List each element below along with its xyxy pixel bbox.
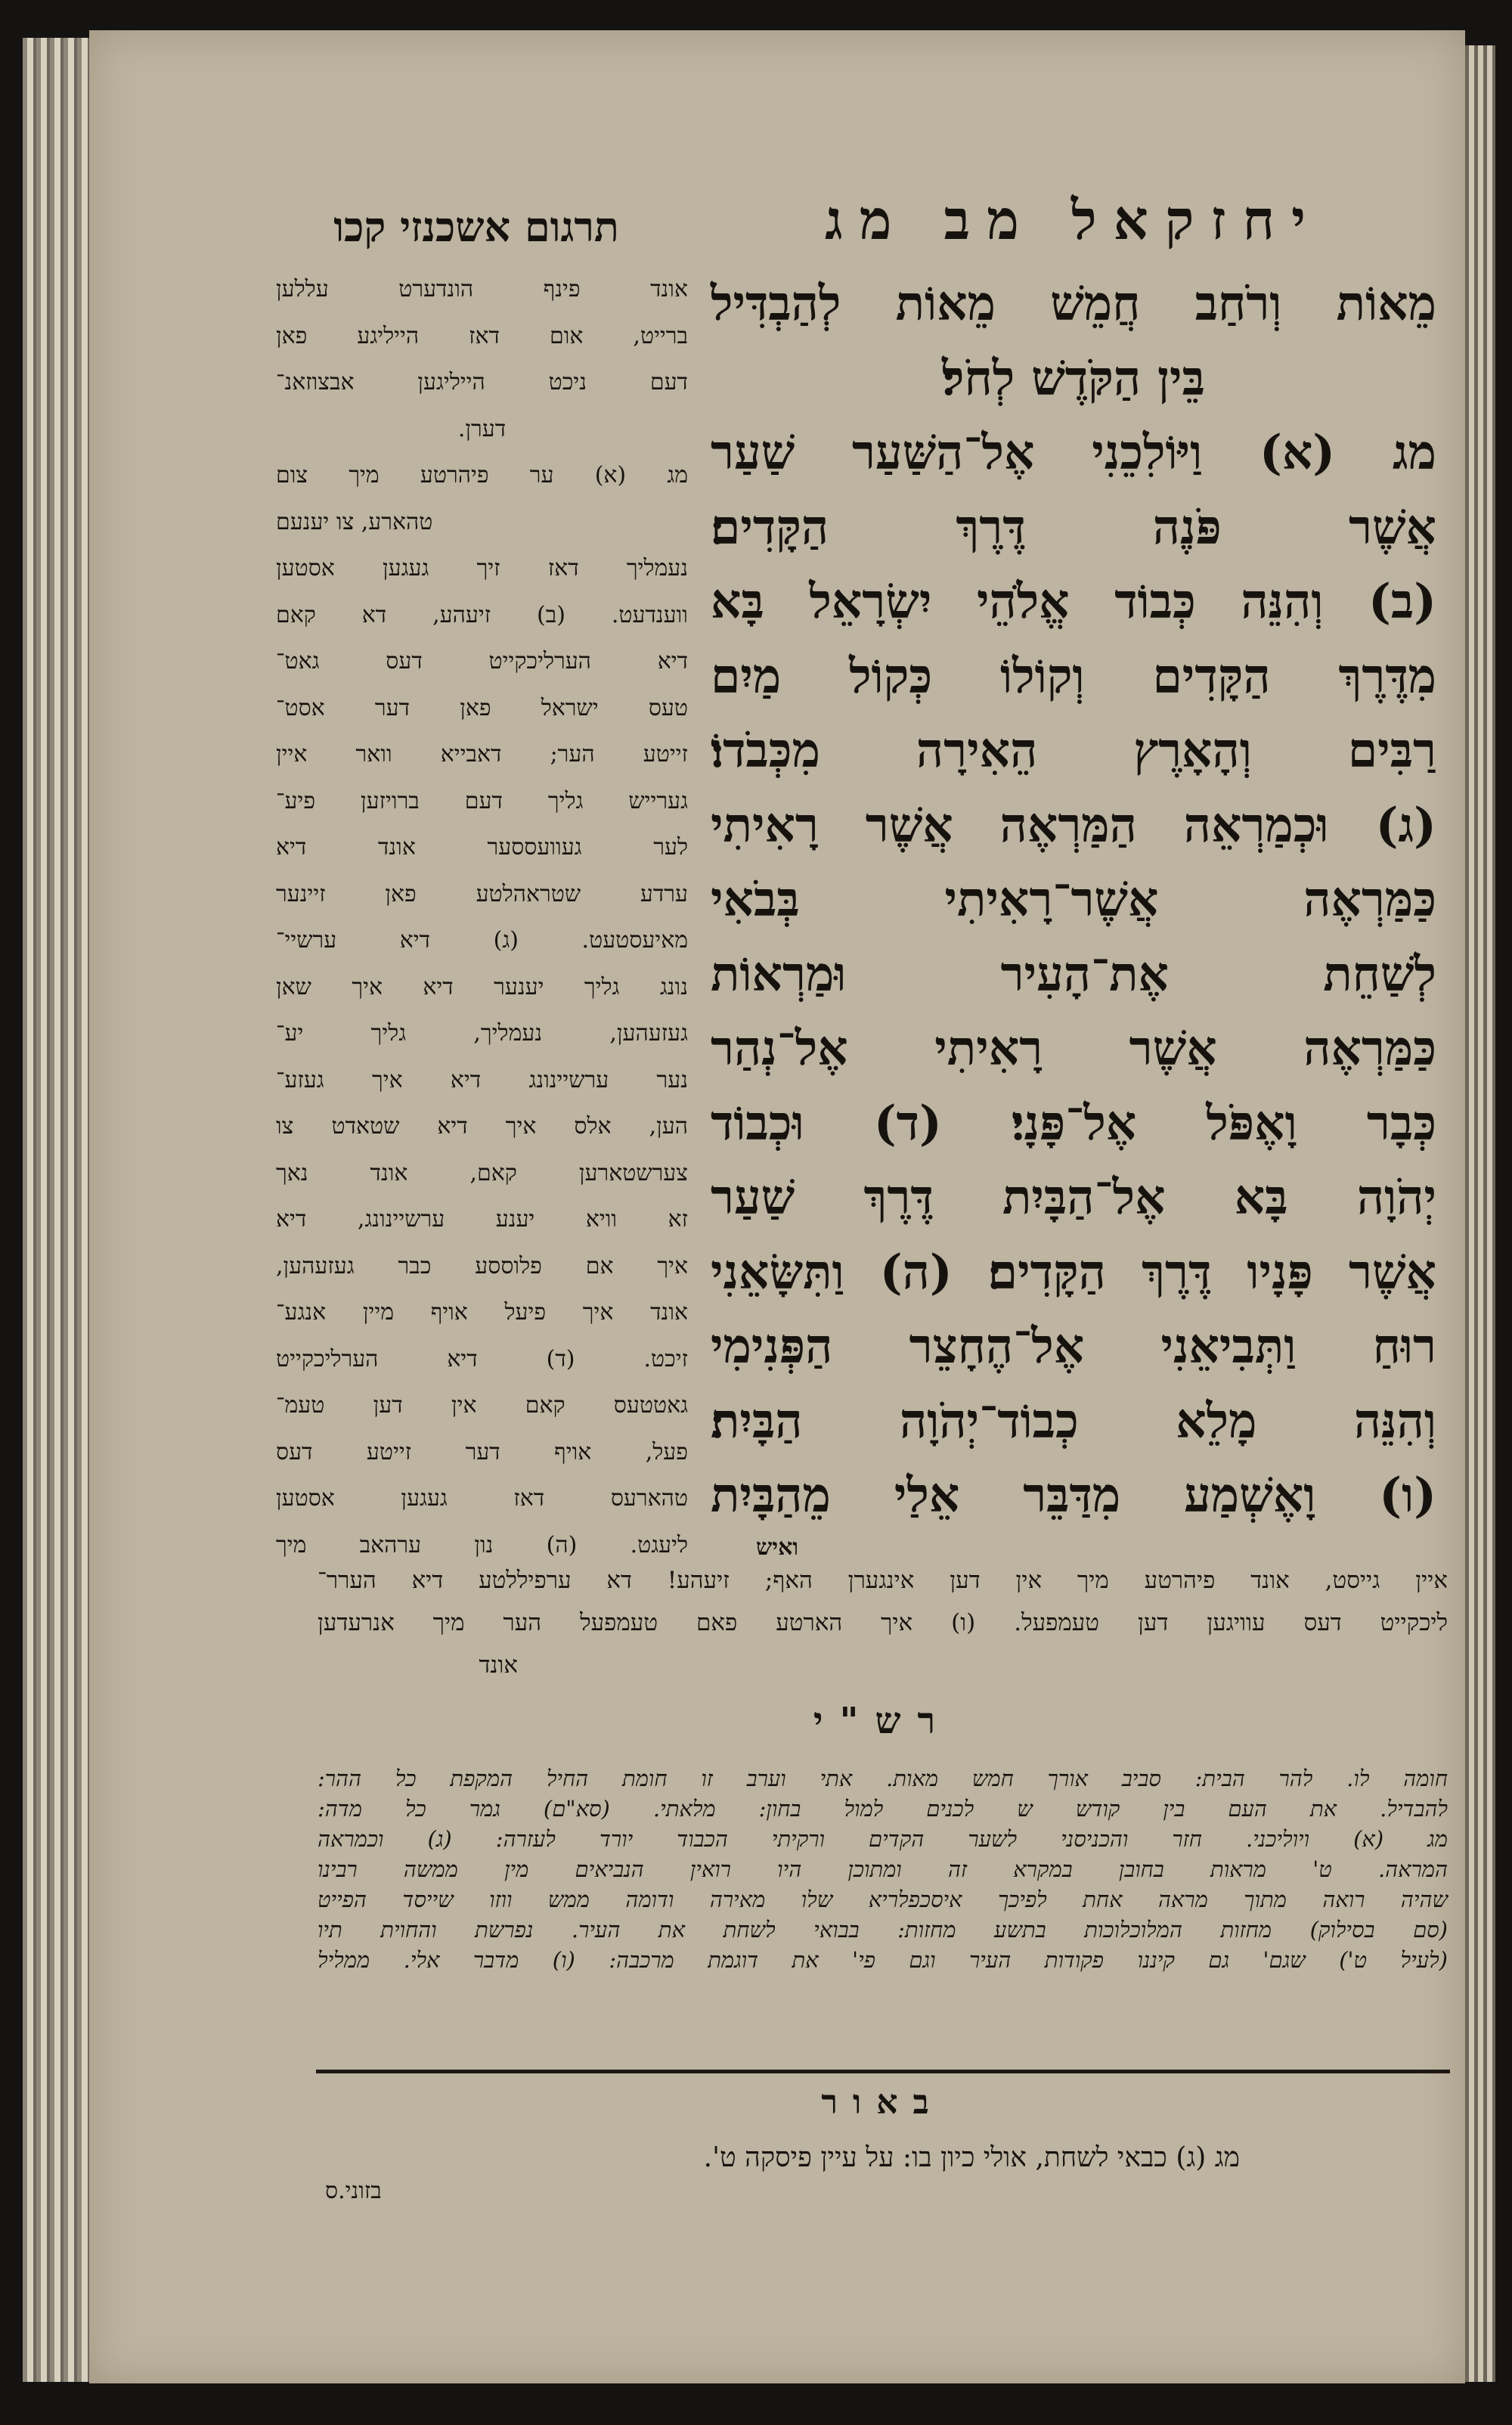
rashi-line: להבדיל. את העם בין קודש ש לכנים למול בחון: מלאתי. (סא"ם) גמר כל מדה:	[318, 1796, 1448, 1822]
rashi-line: המראה. ט' מראות בחובן במקרא זה ומתוכן היו רואין הנביאים מין ממשה רבינו	[318, 1856, 1448, 1882]
targum-line: געזעהען, נעמליך, גליך יע־	[276, 1020, 688, 1047]
running-header-targum: תרגום אשכנזי קכו	[333, 203, 619, 251]
rashi-line: (סם בסילוק) מחזות המלוכלוכות בתשע מחזות: בבואי לשחת את העיר. נפרשת והחוית תיו	[318, 1917, 1448, 1943]
targum-line: נער ערשיינונג דיא איך געזע־	[276, 1066, 688, 1093]
targum-line: ליכקייט דעס עוויגען דען טעמפעל. (ו) איך הארטע פאם טעמפעל הער מיך אנרעדען	[318, 1609, 1448, 1636]
targum-line: גאטטעס קאם אין דען טעמ־	[276, 1392, 688, 1419]
divider-rule	[316, 2070, 1450, 2073]
text-line: רַבִּים וְהָאָרֶץ הֵאִירָה מִכְּבֹדוֹ׃	[711, 722, 1436, 778]
targum-line: איין גייסט, אונד פיהרטע מיך אין דען אינגערן האף; זיעהע! דא ערפיללטע דיא הערר־	[318, 1567, 1448, 1594]
targum-line: אונד פינף הונדערט עללען	[276, 276, 688, 302]
targum-line: זיכט. (ד) דיא הערליכקייט	[276, 1345, 688, 1372]
running-header-hebrew: יחזקאל מב מג	[825, 188, 1322, 252]
text-line: וְהִנֵּה מָלֵא כְבוֹד־יְהֹוָה הַבָּיִת׃	[711, 1392, 1436, 1449]
targum-line: זא וויא יענע ערשיינונג, דיא	[276, 1206, 688, 1233]
rashi-line: (לעיל ט') שגם' גם קיננו פקודות העיר וגם פי' את דוגמת מרכבה: (ו) מדבר אלי. ממליל	[318, 1947, 1448, 1973]
targum-line: הען, אלס איך דיא שטאדט צו	[276, 1113, 688, 1140]
targum-line: דערן.	[457, 415, 507, 442]
text-line: (ב) וְהִנֵּה כְּבוֹד אֱלֹהֵי יִשְׂרָאֵל בָּא	[711, 573, 1436, 629]
targum-line: גערייש גליך דעם ברויזען פיע־	[276, 787, 688, 814]
text-line: יְהֹוָה בָּא אֶל־הַבָּיִת דֶּרֶךְ שַׁעַר	[711, 1169, 1436, 1225]
printer-signature: בזוני.ס	[325, 2178, 382, 2204]
targum-line: פעל, אויף דער זייטע דעס	[276, 1438, 688, 1465]
targum-line: ערדע שטראהלטע פאן זיינער	[276, 880, 688, 907]
book-page-edges-right	[1465, 45, 1495, 2382]
targum-line: דיא הערליכקייט דעס גאט־	[276, 648, 688, 674]
book-page-edges-left	[23, 38, 91, 2382]
text-line: אֲשֶׁר פָּנָיו דֶּרֶךְ הַקָּדִים׃ (ה) וַתִּשָּׂאֵנִי	[711, 1243, 1436, 1300]
text-line: מג (א) וַיּוֹלִכֵנִי אֶל־הַשַּׁעַר שַׁעַר	[711, 424, 1436, 480]
targum-line: ליעגט. (ה) נון ערהאב מיך	[276, 1531, 688, 1558]
targum-line: אונד	[479, 1651, 518, 1679]
targum-line: נונג גליך יענער דיא איך שאן	[276, 973, 688, 1000]
text-line: (ו) וָאֶשְׁמַע מִדַּבֵּר אֵלַי מֵהַבָּיִת	[711, 1467, 1436, 1523]
text-line: רוּחַ וַתְּבִיאֵנִי אֶל־הֶחָצֵר הַפְּנִימִי	[711, 1318, 1436, 1374]
text-line: כַּמַּרְאֶה אֲשֶׁר רָאִיתִי אֶל־נְהַר	[711, 1020, 1436, 1076]
catchword: ואיש	[756, 1533, 799, 1561]
biur-commentary: מג (ג) כבאי לשחת, אולי כיון בו: על עיין פיסקה ט'.	[703, 2142, 1240, 2173]
targum-line: נעמליך דאז זיך געגען אסטען	[276, 555, 688, 581]
rashi-line: שהיה רואה מתוך מראה אחת לפיכך איסכפלריא שלו מאירה ודומה ממש ווזו שייסד הפייט	[318, 1887, 1448, 1912]
targum-line: צערשטארען קאם, אונד נאך	[276, 1159, 688, 1186]
text-line: (ג) וּכְמַרְאֵה הַמַּרְאֶה אֲשֶׁר רָאִיתִי	[711, 796, 1436, 853]
biur-heading: באור	[821, 2083, 944, 2122]
targum-line: אונד איך פיעל אויף מיין אנגע־	[276, 1299, 688, 1326]
rashi-line: חומה לו. להר הבית: סביב אורך חמש מאות. אתי וערב זו חומת החיל המקפת כל ההר:	[318, 1766, 1448, 1791]
text-line: כְּבָר וָאֶפֹּל אֶל־פָּנָי׃ (ד) וּכְבוֹד	[711, 1094, 1436, 1151]
targum-line: טהארעס דאז געגען אסטען	[276, 1485, 688, 1512]
text-line: בֵּין הַקֹּדֶשׁ לְחֹל׃	[942, 349, 1205, 406]
targum-line: איך אם פלוססע כבר געזעהען,	[276, 1252, 688, 1279]
targum-continuation	[318, 1559, 1448, 1686]
text-line: מֵאוֹת וְרֹחַב חֲמֵשׁ מֵאוֹת לְהַבְדִּיל	[711, 275, 1436, 331]
rashi-commentary	[318, 1763, 1448, 1975]
targum-line: מאיעסטעט. (ג) דיא ערשיי־	[276, 927, 688, 954]
targum-column	[276, 266, 688, 1568]
targum-line: טעס ישראל פאן דער אסט־	[276, 694, 688, 721]
text-line: אֲשֶׁר פֹּנֶה דֶּרֶךְ הַקָּדִים׃	[711, 498, 1436, 555]
rashi-heading: רש"י	[813, 1700, 953, 1742]
main-hebrew-text	[711, 266, 1436, 1563]
text-line: מִדֶּרֶךְ הַקָּדִים וְקוֹלוֹ כְּקוֹל מַיִם	[711, 647, 1436, 704]
targum-line: דעם ניכט הייליגען אבצוזאנ־	[276, 369, 688, 395]
targum-line: זייטע הער; דאבייא וואר איין	[276, 741, 688, 768]
targum-line: לער געוועססער אונד דיא	[276, 834, 688, 861]
targum-line: ווענדעט. (ב) זיעהע, דא קאם	[276, 601, 688, 628]
rashi-line: מג (א) ויוליכני. חזר והכניסני לשער הקדים ורקיתי הכבוד יורד לעזרה: (ג) וכמראה	[318, 1826, 1448, 1852]
text-line: כַּמַּרְאֶה אֲשֶׁר־רָאִיתִי בְּבֹאִי	[711, 871, 1436, 927]
targum-line: טהארע, צו יענעם	[276, 508, 433, 535]
text-line: לְשַׁחֵת אֶת־הָעִיר וּמַרְאוֹת	[711, 945, 1436, 1002]
targum-line: מג (א) ער פיהרטע מיך צום	[276, 462, 688, 488]
targum-line: ברייט, אום דאז הייליגע פאן	[276, 322, 688, 349]
